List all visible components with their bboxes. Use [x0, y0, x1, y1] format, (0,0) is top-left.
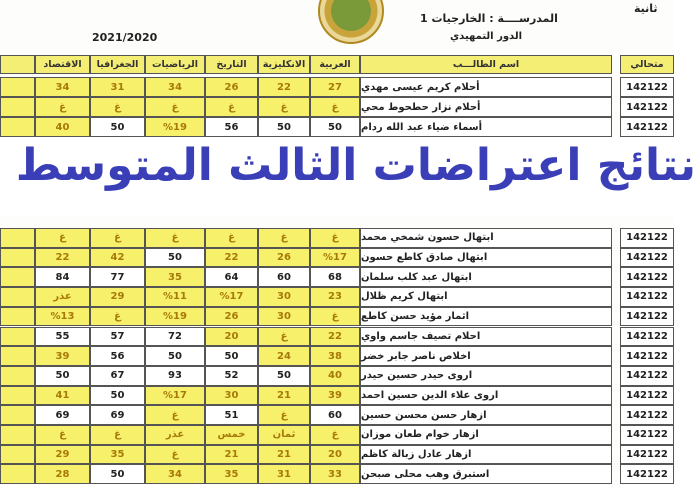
score-cell: 22	[205, 248, 258, 268]
round-label: الدور التمهيدي	[450, 31, 523, 42]
score-cell: 24	[258, 346, 310, 366]
score-cell: 68	[310, 267, 360, 287]
column-header: متحالي	[620, 55, 674, 74]
score-cell: 40	[310, 366, 360, 386]
score-cell: %13	[35, 307, 90, 327]
page-title: نتائج اعتراضات الثالث المتوسط	[15, 140, 696, 191]
score-cell: 64	[205, 267, 258, 287]
score-cell: غ	[258, 97, 310, 117]
score-cell: غ	[35, 425, 90, 445]
score-cell: 22	[258, 77, 310, 97]
column-header	[0, 55, 35, 74]
score-cell: 34	[145, 464, 205, 484]
score-cell: غ	[145, 228, 205, 248]
score-cell: 93	[145, 366, 205, 386]
score-cell: 31	[90, 77, 145, 97]
score-cell: 50	[90, 464, 145, 484]
table-cell	[0, 464, 35, 484]
score-cell: غ	[258, 327, 310, 347]
score-cell: غ	[310, 307, 360, 327]
exam-number-cell: 142122	[620, 77, 674, 97]
exam-number-cell: 142122	[620, 346, 674, 366]
score-cell: 57	[90, 327, 145, 347]
score-cell: 20	[205, 327, 258, 347]
table-cell	[0, 366, 35, 386]
exam-number-cell: 142122	[620, 405, 674, 425]
score-cell: 42	[90, 248, 145, 268]
score-cell: غ	[310, 97, 360, 117]
student-name-cell: اثمار مؤيد حسن كاطع	[360, 307, 612, 327]
year-label: 2021/2020	[92, 31, 158, 44]
score-cell: غ	[35, 97, 90, 117]
score-cell: غ	[258, 228, 310, 248]
score-cell: 50	[258, 366, 310, 386]
score-cell: 22	[35, 248, 90, 268]
score-cell: %11	[145, 287, 205, 307]
score-cell: 50	[90, 117, 145, 137]
student-name-cell: اروى حيدر حسين حيدر	[360, 366, 612, 386]
score-cell: غ	[145, 445, 205, 465]
score-cell: 56	[205, 117, 258, 137]
score-cell: 60	[258, 267, 310, 287]
score-cell: 30	[258, 287, 310, 307]
score-cell: 56	[90, 346, 145, 366]
score-cell: 50	[145, 248, 205, 268]
score-cell: 69	[90, 405, 145, 425]
score-cell: 31	[258, 464, 310, 484]
table-cell	[0, 77, 35, 97]
score-cell: 39	[35, 346, 90, 366]
student-name-cell: ازهار عادل زبالة كاظم	[360, 445, 612, 465]
score-cell: غ	[90, 425, 145, 445]
score-cell: غ	[205, 228, 258, 248]
table-cell	[0, 425, 35, 445]
column-header: الاقتصاد	[35, 55, 90, 74]
column-header: اسم الطالـــب	[360, 55, 612, 74]
score-cell: 30	[205, 386, 258, 406]
score-cell: 26	[205, 77, 258, 97]
exam-number-cell: 142122	[620, 386, 674, 406]
score-cell: 22	[310, 327, 360, 347]
exam-number-cell: 142122	[620, 248, 674, 268]
score-cell: 29	[35, 445, 90, 465]
student-name-cell: اروى علاء الدين حسين احمد	[360, 386, 612, 406]
score-cell: %19	[145, 117, 205, 137]
score-cell: غ	[310, 228, 360, 248]
score-cell: غ	[145, 405, 205, 425]
student-name-cell: ابتهال كريم ظلال	[360, 287, 612, 307]
student-name-cell: ازهار حسن محسن حسين	[360, 405, 612, 425]
table-cell	[0, 445, 35, 465]
score-cell: %17	[310, 248, 360, 268]
score-cell: 35	[145, 267, 205, 287]
score-cell: 26	[205, 307, 258, 327]
exam-number-cell: 142122	[620, 464, 674, 484]
exam-number-cell: 142122	[620, 445, 674, 465]
exam-number-cell: 142122	[620, 228, 674, 248]
student-name-cell: احلام تصيف جاسم واوي	[360, 327, 612, 347]
table-cell	[0, 346, 35, 366]
score-cell: 35	[205, 464, 258, 484]
score-cell: 21	[205, 445, 258, 465]
score-cell: 29	[90, 287, 145, 307]
score-cell: %19	[145, 307, 205, 327]
score-cell: 50	[145, 346, 205, 366]
score-cell: غ	[145, 97, 205, 117]
score-cell: 34	[35, 77, 90, 97]
ministry-logo	[318, 0, 384, 44]
score-cell: 21	[258, 445, 310, 465]
score-cell: 51	[205, 405, 258, 425]
table-cell	[0, 386, 35, 406]
exam-number-cell: 142122	[620, 307, 674, 327]
score-cell: %17	[145, 386, 205, 406]
score-cell: غ	[258, 405, 310, 425]
student-name-cell: اخلاص ناصر جابر خضر	[360, 346, 612, 366]
score-cell: غ	[35, 228, 90, 248]
table-cell	[0, 117, 35, 137]
score-cell: 67	[90, 366, 145, 386]
score-cell: 35	[90, 445, 145, 465]
exam-number-cell: 142122	[620, 287, 674, 307]
table-cell	[0, 97, 35, 117]
column-header: الجغرافيا	[90, 55, 145, 74]
score-cell: غ	[90, 228, 145, 248]
score-cell: ثمان	[258, 425, 310, 445]
score-cell: غ	[90, 97, 145, 117]
score-cell: عذر	[35, 287, 90, 307]
student-name-cell: ازهار خوام طعان موزان	[360, 425, 612, 445]
score-cell: 50	[35, 366, 90, 386]
table-cell	[0, 287, 35, 307]
score-cell: %17	[205, 287, 258, 307]
student-name-cell: أحلام كريم عيسى مهدي	[360, 77, 612, 97]
exam-number-cell: 142122	[620, 97, 674, 117]
score-cell: 34	[145, 77, 205, 97]
score-cell: 23	[310, 287, 360, 307]
score-cell: 50	[205, 346, 258, 366]
column-header: الانكليزية	[258, 55, 310, 74]
school-label: المدرســــة : الخارجيات 1	[420, 12, 558, 25]
score-cell: 60	[310, 405, 360, 425]
score-cell: 20	[310, 445, 360, 465]
student-name-cell: ابتهال عبد كلب سلمان	[360, 267, 612, 287]
corner-label: ثانية	[634, 2, 658, 15]
student-name-cell: أسماء ضياء عبد الله ردام	[360, 117, 612, 137]
score-cell: 50	[258, 117, 310, 137]
score-cell: 38	[310, 346, 360, 366]
table-cell	[0, 307, 35, 327]
score-cell: 84	[35, 267, 90, 287]
student-name-cell: أحلام نزار حطحوط محي	[360, 97, 612, 117]
student-name-cell: استبرق وهب محلى صبحن	[360, 464, 612, 484]
score-cell: خمس	[205, 425, 258, 445]
score-cell: 28	[35, 464, 90, 484]
score-cell: 72	[145, 327, 205, 347]
table-cell	[0, 405, 35, 425]
score-cell: 50	[90, 386, 145, 406]
score-cell: 26	[258, 248, 310, 268]
column-header: التاريخ	[205, 55, 258, 74]
score-cell: 55	[35, 327, 90, 347]
table-cell	[0, 327, 35, 347]
score-cell: 21	[258, 386, 310, 406]
table-cell	[0, 228, 35, 248]
exam-number-cell: 142122	[620, 117, 674, 137]
score-cell: 50	[310, 117, 360, 137]
score-cell: عذر	[145, 425, 205, 445]
score-cell: 30	[258, 307, 310, 327]
score-cell: 27	[310, 77, 360, 97]
score-cell: 33	[310, 464, 360, 484]
score-cell: غ	[90, 307, 145, 327]
column-header: الرياضيات	[145, 55, 205, 74]
score-cell: 41	[35, 386, 90, 406]
table-cell	[0, 248, 35, 268]
column-header: العربية	[310, 55, 360, 74]
score-cell: 52	[205, 366, 258, 386]
exam-number-cell: 142122	[620, 425, 674, 445]
exam-number-cell: 142122	[620, 327, 674, 347]
score-cell: 77	[90, 267, 145, 287]
score-cell: 69	[35, 405, 90, 425]
exam-number-cell: 142122	[620, 366, 674, 386]
exam-number-cell: 142122	[620, 267, 674, 287]
student-name-cell: ابتهال صادق كاطع حسون	[360, 248, 612, 268]
student-name-cell: ابتهال حسون شمخي محمد	[360, 228, 612, 248]
score-cell: غ	[205, 97, 258, 117]
score-cell: 40	[35, 117, 90, 137]
score-cell: 39	[310, 386, 360, 406]
score-cell: غ	[310, 425, 360, 445]
table-cell	[0, 267, 35, 287]
